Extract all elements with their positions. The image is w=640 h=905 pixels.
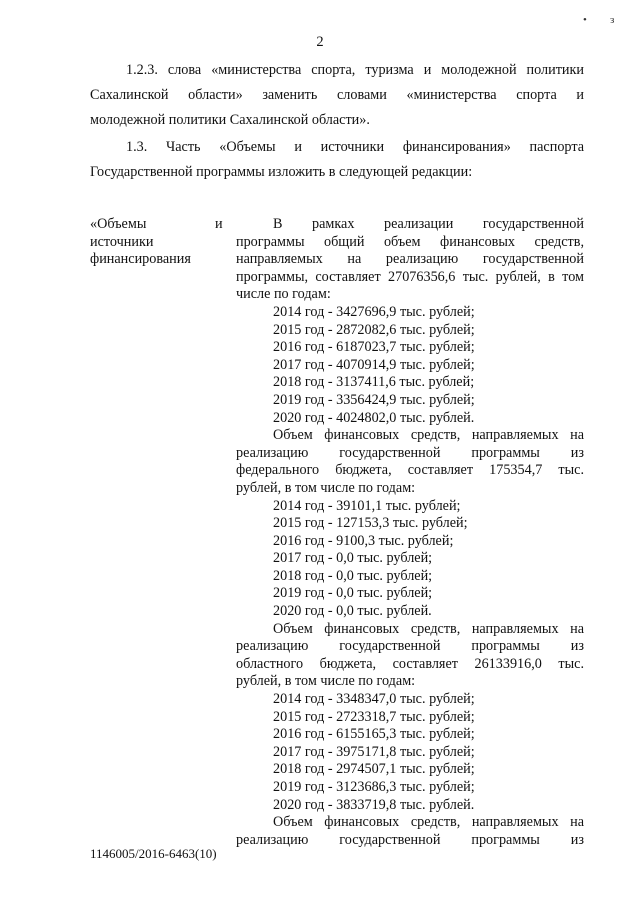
- next-section-line: Объем финансовых средств, направляемых на: [273, 814, 584, 831]
- regional-line: рублей, в том числе по годам:: [236, 673, 416, 690]
- federal-year-line: 2016 год - 9100,3 тыс. рублей;: [273, 532, 454, 549]
- intro-line: числе по годам:: [236, 286, 331, 303]
- intro-line: программы, составляет 27076356,6 тыс. рублей, в том: [236, 268, 584, 285]
- total-year-line: 2017 год - 4070914,9 тыс. рублей;: [273, 356, 475, 373]
- section-1-3: [90, 135, 584, 185]
- page-number: 2: [316, 34, 324, 50]
- section-1-2-3-line: молодежной политики Сахалинской области».: [90, 112, 370, 128]
- federal-line: Объем финансовых средств, направляемых на: [273, 427, 584, 444]
- federal-year-line: 2020 год - 0,0 тыс. рублей.: [273, 603, 432, 620]
- intro-line: В рамках реализации государственной: [273, 216, 584, 232]
- document-code: 1146005/2016-6463(10): [90, 846, 217, 861]
- regional-line: Объем финансовых средств, направляемых на: [273, 620, 584, 637]
- scan-mark: з: [610, 14, 615, 26]
- federal-line: федерального бюджета, составляет 175354,7 тыс.: [236, 462, 584, 479]
- passport-label-line: финансирования: [90, 251, 191, 268]
- scan-mark: •: [583, 14, 587, 26]
- regional-year-line: 2017 год - 3975171,8 тыс. рублей;: [273, 743, 475, 760]
- regional-year-line: 2019 год - 3123686,3 тыс. рублей;: [273, 779, 475, 795]
- total-year-line: 2016 год - 6187023,7 тыс. рублей;: [273, 339, 475, 356]
- section-1-3-line: 1.3. Часть «Объемы и источники финансирования» паспорта: [126, 139, 584, 155]
- intro-line: направляемых на реализацию государственной: [236, 251, 584, 268]
- federal-year-line: 2014 год - 39101,1 тыс. рублей;: [273, 497, 461, 514]
- total-year-line: 2018 год - 3137411,6 тыс. рублей;: [273, 374, 475, 391]
- total-year-line: 2020 год - 4024802,0 тыс. рублей.: [273, 409, 475, 426]
- intro-line: программы общий объем финансовых средств,: [236, 233, 584, 250]
- regional-year-line: 2015 год - 2723318,7 тыс. рублей;: [273, 708, 475, 725]
- section-1-2-3-line: 1.2.3. слова «министерства спорта, туризма и молодежной политики: [126, 62, 584, 78]
- regional-year-line: 2018 год - 2974507,1 тыс. рублей;: [273, 761, 475, 778]
- federal-line: реализацию государственной программы из: [236, 444, 584, 461]
- passport-label: [90, 216, 230, 269]
- regional-line: реализацию государственной программы из: [236, 638, 584, 655]
- passport-label-line: «Объемы: [90, 216, 147, 232]
- total-year-line: 2014 год - 3427696,9 тыс. рублей;: [273, 303, 475, 320]
- section-1-2-3: [90, 58, 584, 133]
- federal-year-line: 2015 год - 127153,3 тыс. рублей;: [273, 515, 468, 532]
- total-year-line: 2019 год - 3356424,9 тыс. рублей;: [273, 391, 475, 408]
- federal-year-line: 2018 год - 0,0 тыс. рублей;: [273, 567, 433, 584]
- total-year-line: 2015 год - 2872082,6 тыс. рублей;: [273, 321, 475, 338]
- federal-year-line: 2017 год - 0,0 тыс. рублей;: [273, 550, 433, 567]
- next-section-line: реализацию государственной программы из: [236, 831, 584, 848]
- regional-line: областного бюджета, составляет 26133916,0 тыс.: [236, 655, 584, 672]
- regional-year-line: 2020 год - 3833719,8 тыс. рублей.: [273, 796, 475, 813]
- passport-content: [236, 216, 584, 849]
- regional-year-line: 2016 год - 6155165,3 тыс. рублей;: [273, 726, 475, 743]
- regional-year-line: 2014 год - 3348347,0 тыс. рублей;: [273, 691, 475, 708]
- federal-line: рублей, в том числе по годам:: [236, 479, 416, 496]
- passport-label-line: источники: [90, 233, 154, 250]
- federal-year-line: 2019 год - 0,0 тыс. рублей;: [273, 585, 433, 602]
- section-1-2-3-line: Сахалинской области» заменить словами «министерства спорта и: [90, 87, 584, 103]
- section-1-3-line: Государственной программы изложить в следующей редакции:: [90, 164, 473, 180]
- passport-label-conjunction: и: [215, 216, 223, 232]
